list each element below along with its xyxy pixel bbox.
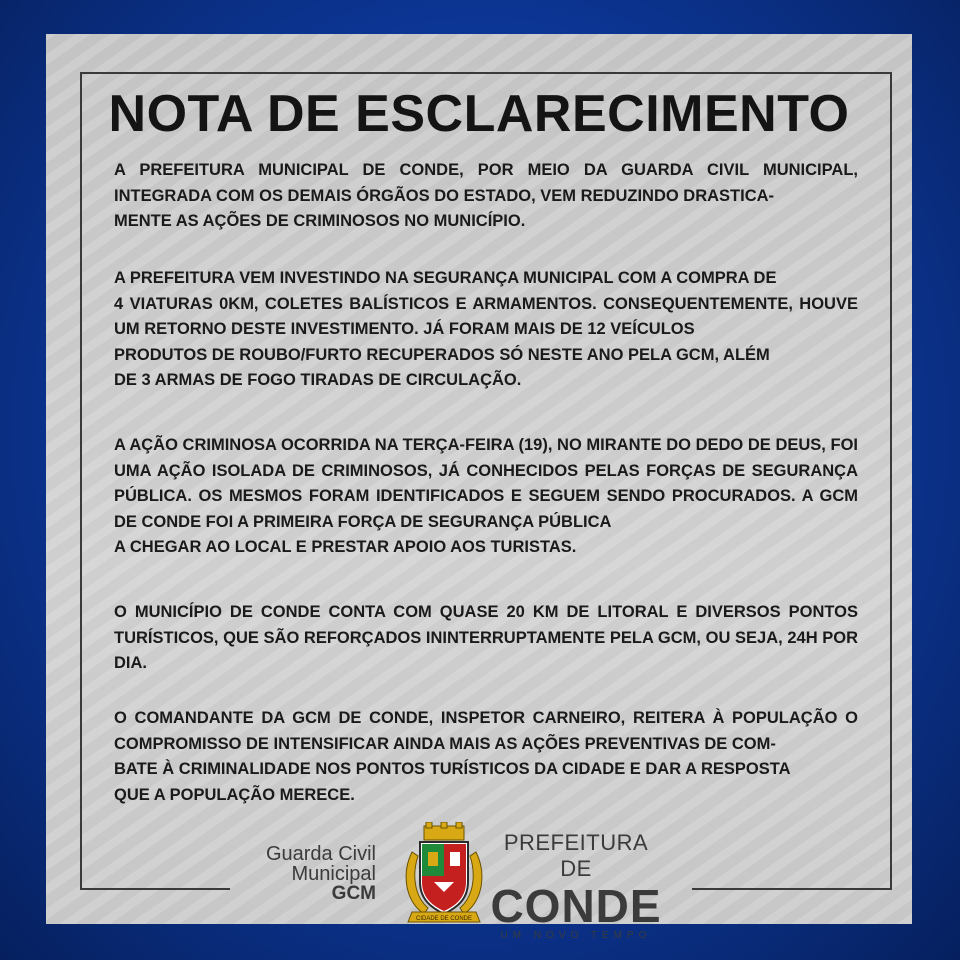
paragraph-1: A PREFEITURA MUNICIPAL DE CONDE, POR MEIO DA GUARDA CIVIL MUNICIPAL, INTEGRADA COM OS DEMAIS ÓRGÃOS DO ESTADO, VEM REDUZINDO DRASTICA- MENTE AS AÇÕES DE CRIMINOSOS NO MUNICÍPIO.	[114, 161, 858, 230]
gcm-line-3: GCM	[331, 883, 376, 904]
page-title: NOTA DE ESCLARECIMENTO	[108, 85, 850, 143]
gcm-line-1: Guarda Civil	[265, 843, 376, 865]
prefeitura-slogan: UM NOVO TEMPO	[500, 930, 652, 941]
frame-border-bottom-left	[80, 888, 230, 890]
frame-border-left	[80, 72, 82, 890]
gcm-logo	[236, 844, 376, 904]
prefeitura-line-1: PREFEITURA DE	[503, 830, 649, 881]
frame-border-bottom-right	[692, 888, 892, 890]
gcm-line-2: Municipal	[291, 863, 376, 885]
coat-of-arms-icon	[398, 822, 490, 926]
paragraph-5: O COMANDANTE DA GCM DE CONDE, INSPETOR CARNEIRO, REITERA À POPULAÇÃO O COMPROMISSO DE INTENSIFICAR AINDA MAIS AS AÇÕES PREVENTIVAS DE COM- BATE À CRIMINALIDADE NOS PONTOS TURÍSTICOS DA CIDADE E DAR A RESPOSTA QUE A POPULAÇÃO MERECE.	[114, 709, 858, 804]
paragraph-4: O MUNICÍPIO DE CONDE CONTA COM QUASE 20 KM DE LITORAL E DIVERSOS PONTOS TURÍSTICOS, QUE SÃO REFORÇADOS ININTERRUPTAMENTE PELA GCM, OU SEJA, 24H POR DIA.	[114, 603, 858, 672]
paragraph-3: A AÇÃO CRIMINOSA OCORRIDA NA TERÇA-FEIRA (19), NO MIRANTE DO DEDO DE DEUS, FOI UMA AÇÃO ISOLADA DE CRIMINOSOS, JÁ CONHECIDOS PELAS FORÇAS DE SEGURANÇA PÚBLICA. OS MESMOS FORAM IDENTIFICADOS E SEGUEM SENDO PROCURADOS. A GCM DE CONDE FOI A PRIMEIRA FORÇA DE SEGURANÇA PÚBLICA A CHEGAR AO LOCAL E PRESTAR APOIO AOS TURISTAS.	[114, 436, 858, 556]
frame-border-right	[890, 72, 892, 890]
prefeitura-line-2: CONDE	[490, 880, 662, 932]
prefeitura-logo	[488, 830, 664, 942]
frame-border-top	[80, 72, 892, 74]
notice-sheet	[46, 34, 912, 941]
paragraph-2: A PREFEITURA VEM INVESTINDO NA SEGURANÇA MUNICIPAL COM A COMPRA DE 4 VIATURAS 0KM, COLETES BALÍSTICOS E ARMAMENTOS. CONSEQUENTEMENTE, HOUVE UM RETORNO DESTE INVESTIMENTO. JÁ FORAM MAIS DE 12 VEÍCULOS PRODUTOS DE ROUBO/FURTO RECUPERADOS SÓ NESTE ANO PELA GCM, ALÉM DE 3 ARMAS DE FOGO TIRADAS DE CIRCULAÇÃO.	[114, 269, 858, 389]
coat-ribbon-text: CIDADE DE CONDE	[415, 916, 473, 922]
